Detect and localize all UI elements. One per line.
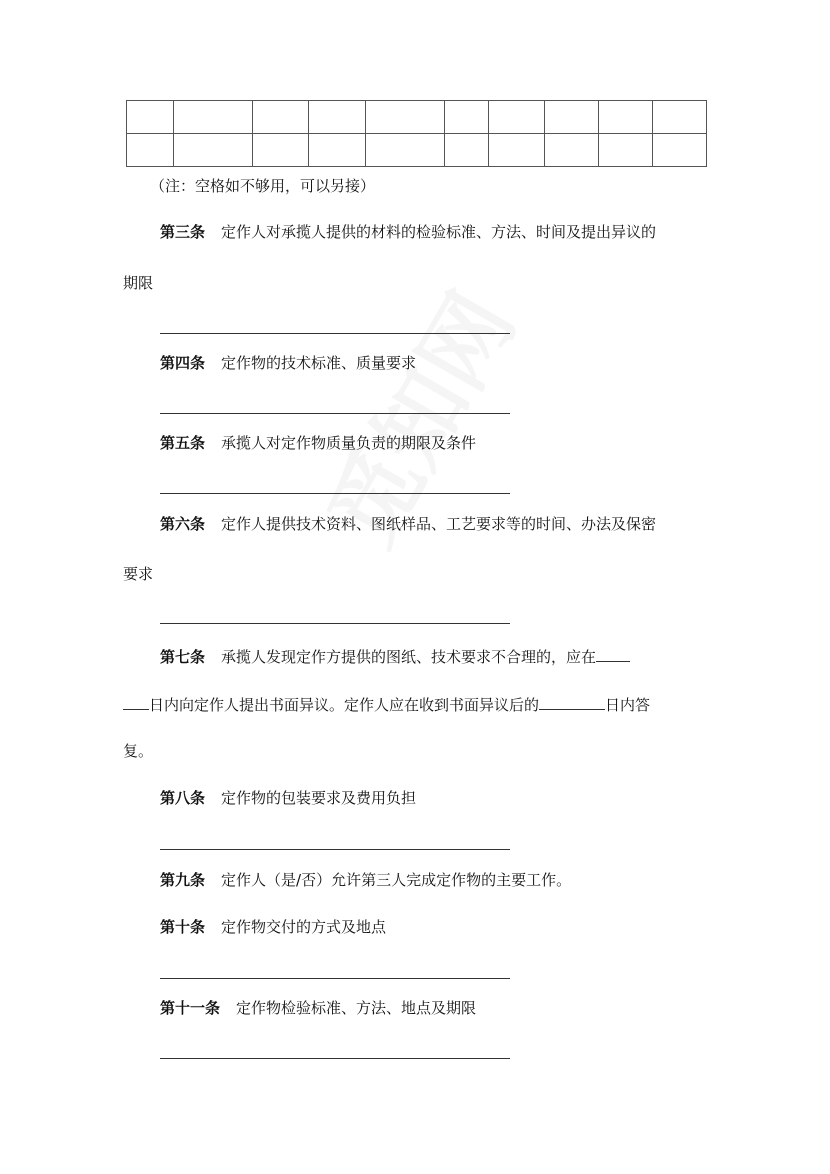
table-row — [127, 134, 707, 167]
table-row — [127, 101, 707, 134]
article-5 — [160, 433, 476, 453]
table-note: （注：空格如不够用，可以另接） — [150, 177, 376, 195]
article-7-cont — [123, 693, 650, 715]
fill-line[interactable] — [160, 1058, 510, 1059]
article-number: 第十一条 — [160, 999, 221, 1017]
article-text: 承揽人对定作物质量负责的期限及条件 — [221, 434, 477, 452]
article-11 — [160, 998, 476, 1018]
blank-table — [126, 100, 707, 167]
fill-line[interactable] — [160, 978, 510, 979]
article-text: 定作物交付的方式及地点 — [221, 918, 387, 936]
article-text-cont: 期限 — [123, 274, 154, 292]
article-text: 定作人（是/否）允许第三人完成定作物的主要工作。 — [221, 871, 572, 889]
article-9 — [160, 870, 571, 890]
days-blank-1[interactable] — [596, 645, 630, 662]
article-number: 第九条 — [160, 871, 206, 889]
article-7 — [160, 645, 630, 667]
fill-line[interactable] — [160, 849, 510, 850]
article-text-cont: 日内答 — [605, 696, 651, 714]
article-text-cont: 复。 — [123, 742, 154, 760]
fill-line[interactable] — [160, 333, 510, 334]
article-text: 定作人对承揽人提供的材料的检验标准、方法、时间及提出异议的 — [221, 223, 657, 241]
article-text: 定作物的技术标准、质量要求 — [221, 354, 417, 372]
article-text-cont: 要求 — [123, 565, 154, 583]
article-text: 定作人提供技术资料、图纸样品、工艺要求等的时间、办法及保密 — [221, 515, 657, 533]
article-8 — [160, 788, 416, 808]
article-number: 第四条 — [160, 354, 206, 372]
article-number: 第七条 — [160, 648, 206, 666]
article-text: 承揽人发现定作方提供的图纸、技术要求不合理的，应在 — [221, 648, 597, 666]
article-number: 第三条 — [160, 223, 206, 241]
article-10 — [160, 917, 386, 937]
article-number: 第五条 — [160, 434, 206, 452]
article-number: 第八条 — [160, 789, 206, 807]
article-text: 定作物的包装要求及费用负担 — [221, 789, 417, 807]
days-blank-2[interactable] — [539, 693, 605, 710]
article-text-cont: 日内向定作人提出书面异议。定作人应在收到书面异议后的 — [149, 696, 540, 714]
fill-line[interactable] — [160, 623, 510, 624]
article-number: 第六条 — [160, 515, 206, 533]
article-4 — [160, 353, 416, 373]
article-3 — [160, 222, 656, 242]
article-6 — [160, 514, 656, 534]
fill-line[interactable] — [160, 493, 510, 494]
article-number: 第十条 — [160, 918, 206, 936]
article-text: 定作物检验标准、方法、地点及期限 — [236, 999, 477, 1017]
days-blank-1-cont[interactable] — [123, 693, 149, 710]
fill-line[interactable] — [160, 413, 510, 414]
